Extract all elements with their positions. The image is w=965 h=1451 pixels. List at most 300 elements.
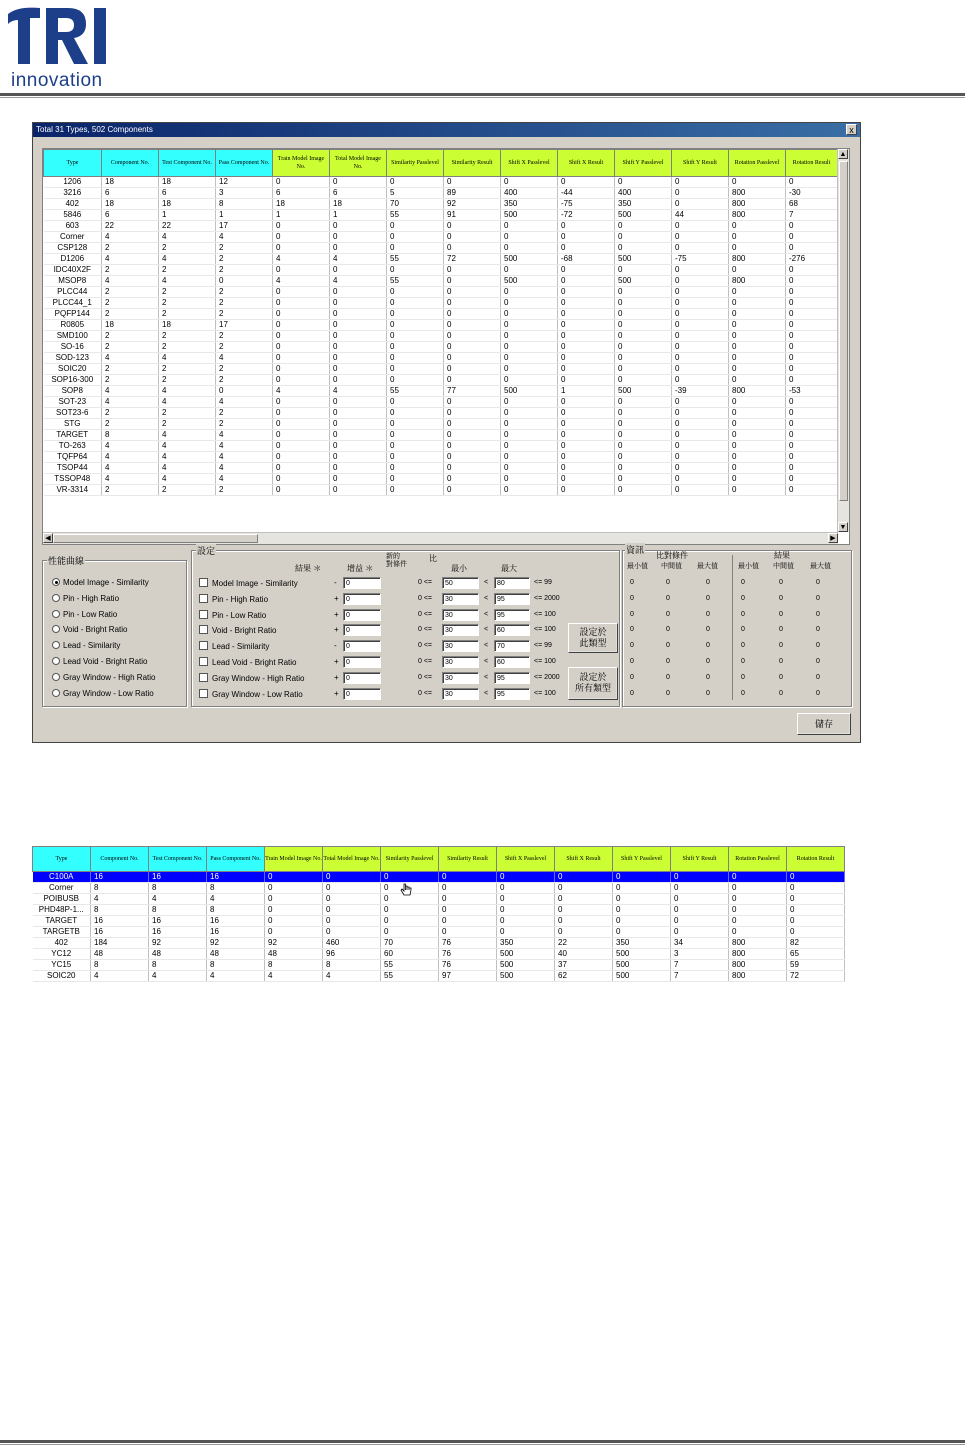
table-cell: 2 [102,331,159,342]
table-cell: 0 [787,872,845,883]
type-cell: SOP8 [44,386,102,397]
column-header[interactable]: Shift Y Passlevel [613,847,671,872]
lower-bound-label: 0 <= [418,579,433,586]
max-input[interactable]: 70 [494,640,530,652]
table-row[interactable] [33,960,845,971]
column-header[interactable]: Shift X Passlevel [501,150,558,177]
info-value: 0 [666,579,670,586]
table-row[interactable] [44,353,838,364]
table-cell: 350 [497,938,555,949]
column-header[interactable]: Type [44,150,102,177]
curve-option-radio[interactable] [52,578,149,587]
table-cell: 500 [501,276,558,287]
table-cell: 0 [615,485,672,496]
min-input[interactable]: 50 [442,577,479,589]
table-cell: 8 [91,960,149,971]
checkbox-icon[interactable] [199,673,208,682]
table-cell: 2 [216,254,273,265]
setting-label: Pin - High Ratio [212,594,269,604]
type-cell: SOD-123 [44,353,102,364]
info-value: 0 [706,673,710,681]
setting-checkbox[interactable] [199,594,268,604]
table-cell: 0 [330,342,387,353]
table-cell: 2 [102,408,159,419]
column-header[interactable]: Rotation Result [786,150,838,177]
table-cell: 8 [91,883,149,894]
scroll-up-icon[interactable]: ▲ [839,151,847,158]
table-cell: 8 [207,883,265,894]
info-value: 0 [666,626,670,634]
table-cell: 0 [558,221,615,232]
table-cell: 0 [613,872,671,883]
table-cell: 0 [555,905,613,916]
max-input[interactable]: 60 [494,656,530,668]
table-row[interactable] [44,210,838,221]
table-cell: 2 [102,364,159,375]
table-cell: 0 [323,872,381,883]
table-cell: 12 [216,177,273,188]
table-cell: 0 [330,287,387,298]
checkbox-icon[interactable] [199,610,208,619]
table-cell: 0 [613,916,671,927]
save-button[interactable]: 儲存 [797,713,851,735]
column-header[interactable]: Shift Y Passlevel [615,150,672,177]
table-cell: 4 [330,276,387,287]
table-cell: 0 [558,474,615,485]
column-header[interactable]: Pass Component No. [207,847,265,872]
table-cell: 0 [615,375,672,386]
column-header[interactable]: Rotation Passlevel [729,150,786,177]
table-cell: 0 [387,364,444,375]
table-cell: 0 [387,419,444,430]
checkbox-icon[interactable] [199,641,208,650]
max-input[interactable]: 95 [494,672,530,684]
gain-input[interactable]: 0 [343,577,381,589]
curve-option-radio[interactable] [52,641,120,650]
table-cell: 91 [444,210,501,221]
column-header[interactable]: Shift X Passlevel [497,847,555,872]
radio-icon[interactable] [52,689,60,697]
max-input[interactable]: 95 [494,609,530,621]
column-header[interactable]: Pass Component No. [216,150,273,177]
min-input[interactable]: 30 [442,593,479,605]
table-cell: 0 [444,342,501,353]
table-cell: 0 [387,221,444,232]
info-value: 0 [779,594,783,602]
table-cell: 1 [216,210,273,221]
table-cell: 4 [330,386,387,397]
table-row[interactable] [44,265,838,276]
table-cell: 82 [787,938,845,949]
table-row[interactable] [44,320,838,331]
horizontal-scroll-thumb[interactable] [53,534,258,543]
close-icon[interactable]: x [846,124,857,135]
type-cell: PHD48P-1... [33,905,91,916]
radio-icon[interactable] [52,673,60,681]
table-row[interactable] [44,397,838,408]
table-cell: 0 [381,905,439,916]
table-cell: 0 [265,894,323,905]
column-header[interactable]: Shift Y Result [672,150,729,177]
table-cell: 55 [387,276,444,287]
gain-operator: + [334,593,339,603]
setting-checkbox[interactable] [199,657,297,667]
radio-icon[interactable] [52,578,60,586]
column-header[interactable]: Component No. [91,847,149,872]
table-cell: 55 [381,960,439,971]
curve-option-radio[interactable] [52,594,119,603]
table-cell: 0 [501,177,558,188]
info-value: 0 [630,689,634,697]
table-cell: 0 [558,375,615,386]
curve-option-radio[interactable] [52,610,117,619]
table-cell: 500 [497,949,555,960]
table-cell: 0 [729,894,787,905]
type-cell: SOIC20 [44,364,102,375]
column-header[interactable]: Test Component No. [159,150,216,177]
table-cell: 40 [555,949,613,960]
table-cell: 2 [159,331,216,342]
vertical-scroll-thumb[interactable] [839,161,848,501]
table-cell: 0 [444,309,501,320]
gain-input[interactable]: 0 [343,640,381,652]
table-cell: 0 [729,298,786,309]
table-cell: 18 [102,177,159,188]
table-cell: 0 [444,375,501,386]
component-statistics-grid[interactable] [42,148,850,545]
setting-checkbox[interactable] [199,625,276,635]
table-cell: 0 [330,452,387,463]
table-row[interactable] [44,474,838,485]
table-cell: 0 [330,430,387,441]
table-cell: 0 [330,474,387,485]
table-row[interactable] [33,883,845,894]
table-row[interactable] [33,872,845,883]
setting-checkbox[interactable] [199,673,304,683]
table-cell: 22 [159,221,216,232]
table-cell: 0 [387,375,444,386]
table-cell: 0 [555,916,613,927]
info-value: 0 [706,642,710,650]
table-cell: 76 [439,938,497,949]
scroll-right-icon[interactable]: ▶ [828,533,838,543]
gain-input[interactable]: 0 [343,672,381,684]
table-row[interactable] [33,905,845,916]
table-cell: 0 [615,265,672,276]
curve-option-radio[interactable] [52,625,127,634]
table-cell: 70 [387,199,444,210]
compare-condition-title: 比對條件 [656,551,688,560]
gain-input[interactable]: 0 [343,688,381,700]
gain-operator: + [334,609,339,619]
table-row[interactable] [44,375,838,386]
column-header[interactable]: Shift X Result [555,847,613,872]
table-row[interactable] [44,243,838,254]
upper-bound-label: <= 99 [534,579,552,586]
gain-input[interactable]: 0 [343,609,381,621]
table-cell: 4 [216,441,273,452]
table-cell: 500 [501,210,558,221]
table-cell: 0 [729,474,786,485]
column-header[interactable]: Rotation Passlevel [729,847,787,872]
table-cell: 0 [615,452,672,463]
checkbox-icon[interactable] [199,689,208,698]
footer-rule-thin [0,1444,965,1445]
column-header[interactable]: Similarity Result [444,150,501,177]
table-row[interactable] [44,331,838,342]
table-cell: 0 [273,331,330,342]
scroll-down-icon[interactable]: ▼ [839,524,847,531]
curve-option-radio[interactable] [52,673,155,682]
table-cell: 4 [216,232,273,243]
table-row[interactable] [44,287,838,298]
table-cell: 0 [330,232,387,243]
table-cell: 0 [501,474,558,485]
table-cell: 0 [786,287,838,298]
table-row[interactable] [33,971,845,982]
table-cell: 0 [387,441,444,452]
column-header[interactable]: Test Component No. [149,847,207,872]
table-cell: 0 [444,441,501,452]
upper-bound-label: <= 2000 [534,673,560,681]
table-row[interactable] [44,419,838,430]
table-cell: 72 [787,971,845,982]
table-cell: 2 [102,309,159,320]
table-row[interactable] [44,188,838,199]
checkbox-icon[interactable] [199,657,208,666]
table-cell: 2 [159,265,216,276]
curve-option-radio[interactable] [52,657,148,666]
table-cell: 4 [102,452,159,463]
table-cell: 55 [387,386,444,397]
setting-checkbox[interactable] [199,689,303,699]
info-value: 0 [741,594,745,602]
max-input[interactable]: 95 [494,688,530,700]
table-row[interactable] [44,485,838,496]
table-cell: 17 [216,221,273,232]
setting-checkbox[interactable] [199,610,266,620]
info-value: 0 [630,642,634,650]
min-input[interactable]: 30 [442,609,479,621]
max-input[interactable]: 80 [494,577,530,589]
table-cell: 0 [387,265,444,276]
table-cell: 4 [159,452,216,463]
apply-all-types-button[interactable]: 設定於 所有類型 [568,667,618,700]
setting-label: Pin - Low Ratio [212,610,267,620]
table-cell: 2 [159,375,216,386]
table-cell: 0 [671,883,729,894]
type-cell: PQFP144 [44,309,102,320]
column-header[interactable]: Similarity Passlevel [381,847,439,872]
table-cell: 92 [207,938,265,949]
column-header[interactable]: Similarity Passlevel [387,150,444,177]
table-cell: 0 [330,309,387,320]
table-row[interactable] [33,949,845,960]
radio-icon[interactable] [52,625,60,633]
info-value: 0 [816,642,820,650]
table-row[interactable] [33,894,845,905]
column-header[interactable]: Component No. [102,150,159,177]
table-cell: 0 [387,331,444,342]
gain-operator: + [334,672,339,682]
checkbox-icon[interactable] [199,594,208,603]
setting-label: Gray Window - High Ratio [212,673,305,683]
table-cell: 0 [729,177,786,188]
table-row[interactable] [44,463,838,474]
info-value: 0 [779,658,783,665]
table-row[interactable] [44,364,838,375]
table-cell: 4 [102,386,159,397]
min-input[interactable]: 30 [442,640,479,652]
min-input[interactable]: 30 [442,688,479,700]
type-cell: 5846 [44,210,102,221]
table-row[interactable] [33,938,845,949]
table-cell: 0 [444,485,501,496]
table-cell: 800 [729,960,787,971]
table-row[interactable] [44,386,838,397]
column-header[interactable]: Shift X Result [558,150,615,177]
table-row[interactable] [44,254,838,265]
table-cell: 16 [149,916,207,927]
horizontal-scrollbar[interactable] [43,532,838,544]
table-cell: 16 [207,927,265,938]
table-row[interactable] [44,221,838,232]
table-cell: 0 [672,452,729,463]
min-input[interactable]: 30 [442,624,479,636]
table-cell: 800 [729,386,786,397]
table-cell: 0 [558,265,615,276]
table-cell: 0 [729,221,786,232]
table-cell: 4 [102,441,159,452]
table-cell: 0 [387,298,444,309]
table-row[interactable] [44,199,838,210]
table-cell: 0 [273,419,330,430]
table-cell: 0 [558,287,615,298]
column-header[interactable]: Similarity Result [439,847,497,872]
apply-this-type-button[interactable]: 設定於 此類型 [568,623,618,653]
gain-input[interactable]: 0 [343,624,381,636]
table-cell: 1 [159,210,216,221]
table-cell: 0 [387,309,444,320]
table-cell: 0 [501,287,558,298]
table-cell: 0 [323,927,381,938]
column-header[interactable]: Rotation Result [787,847,845,872]
radio-icon[interactable] [52,657,60,665]
table-row[interactable] [44,408,838,419]
table-cell: 0 [501,364,558,375]
table-cell: 0 [501,232,558,243]
table-cell: 70 [381,938,439,949]
table-cell: 0 [323,883,381,894]
radio-icon[interactable] [52,641,60,649]
table-cell: 0 [444,353,501,364]
radio-icon[interactable] [52,610,60,618]
gain-input[interactable]: 0 [343,656,381,668]
table-row[interactable] [44,177,838,188]
setting-checkbox[interactable] [199,578,298,588]
table-cell: 0 [444,276,501,287]
setting-checkbox[interactable] [199,641,269,651]
component-statistics-grid-2[interactable] [32,846,865,1006]
vertical-scrollbar[interactable] [837,149,849,532]
table-cell: 0 [439,872,497,883]
table-row[interactable] [44,452,838,463]
table-row[interactable] [44,342,838,353]
header-max: 最大 [501,564,517,573]
column-header[interactable]: Train Model Image No. [265,847,323,872]
radio-icon[interactable] [52,594,60,602]
column-header[interactable]: Train Model Image No. [273,150,330,177]
info-value: 0 [741,689,745,697]
type-cell: MSOP8 [44,276,102,287]
table-row[interactable] [44,430,838,441]
type-cell: R0805 [44,320,102,331]
table-cell: 4 [207,971,265,982]
min-input[interactable]: 30 [442,656,479,668]
table-cell: 48 [91,949,149,960]
type-cell: 603 [44,221,102,232]
table-cell: 4 [102,463,159,474]
type-cell: TSOP44 [44,463,102,474]
table-cell: 17 [216,320,273,331]
table-cell: 0 [501,463,558,474]
column-header[interactable]: Type [33,847,91,872]
table-cell: 7 [671,960,729,971]
table-cell: 0 [497,894,555,905]
table-cell: 4 [159,430,216,441]
info-value: 0 [706,626,710,634]
checkbox-icon[interactable] [199,625,208,634]
table-row[interactable] [33,916,845,927]
table-cell: 0 [330,463,387,474]
table-cell: 0 [330,375,387,386]
table-cell: 0 [501,375,558,386]
max-input[interactable]: 95 [494,593,530,605]
table-cell: 18 [159,320,216,331]
table-row[interactable] [33,927,845,938]
table-cell: 500 [613,949,671,960]
table-row[interactable] [44,309,838,320]
table-cell: 0 [786,276,838,287]
table-cell: 0 [387,463,444,474]
max-input[interactable]: 60 [494,624,530,636]
table-cell: 2 [102,485,159,496]
table-cell: 16 [149,872,207,883]
table-cell: 0 [555,894,613,905]
table-row[interactable] [44,298,838,309]
table-cell: 0 [558,408,615,419]
table-row[interactable] [44,441,838,452]
less-than-label: < [484,689,489,697]
dialog-titlebar[interactable] [33,123,860,137]
checkbox-icon[interactable] [199,578,208,587]
table-cell: 0 [497,916,555,927]
min-input[interactable]: 30 [442,672,479,684]
table-cell: 0 [786,364,838,375]
column-header[interactable]: Shift Y Result [671,847,729,872]
table-row[interactable] [44,276,838,287]
table-row[interactable] [44,232,838,243]
table-cell: 0 [501,353,558,364]
table-cell: 0 [729,265,786,276]
column-header[interactable]: Total Model Image No. [323,847,381,872]
column-header[interactable]: Total Model Image No. [330,150,387,177]
table-cell: 0 [558,331,615,342]
curve-option-radio[interactable] [52,689,154,698]
table-cell: 8 [216,199,273,210]
gain-input[interactable]: 0 [343,593,381,605]
scroll-left-icon[interactable]: ◀ [43,533,53,543]
